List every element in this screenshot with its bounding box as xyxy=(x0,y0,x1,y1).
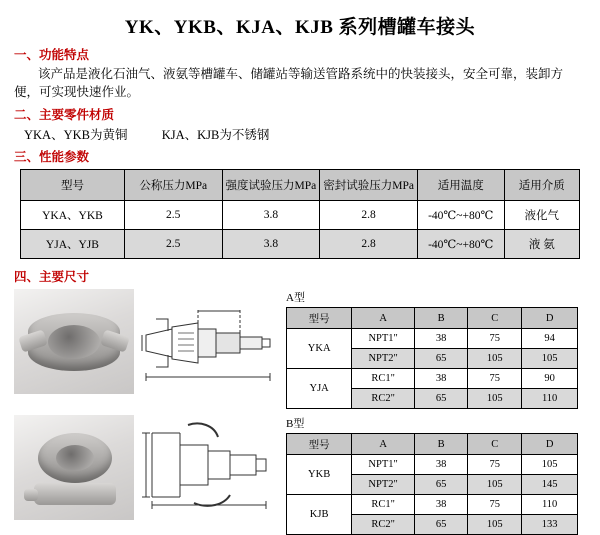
cell-b: 38 xyxy=(414,495,467,515)
header-cell-d: D xyxy=(522,434,578,455)
features-text: 该产品是液化石油气、液氨等槽罐车、储罐站等输送管路系统中的快装接头，安全可靠，装卸方便，可实现快速作业。 xyxy=(14,67,564,100)
header-cell-c: C xyxy=(468,308,522,329)
table-header-row xyxy=(287,308,578,329)
performance-table xyxy=(20,169,580,259)
cell-d: 110 xyxy=(522,389,578,409)
header-cell-a: A xyxy=(352,308,415,329)
cell-model: YJA xyxy=(287,369,352,409)
cell-c: 75 xyxy=(468,455,522,475)
cell-c: 105 xyxy=(468,389,522,409)
product-photo-b xyxy=(14,415,134,520)
cell-temperature: -40℃~+80℃ xyxy=(417,201,504,230)
table-header-row xyxy=(21,170,580,201)
product-datasheet-page xyxy=(0,12,600,531)
technical-drawing-a xyxy=(138,289,276,394)
cell-model: KJB xyxy=(287,495,352,535)
header-cell-model: 型号 xyxy=(287,434,352,455)
cell-a: NPT2" xyxy=(352,475,415,495)
dimension-table-a xyxy=(286,307,578,409)
dimension-table-label-a: A型 xyxy=(286,292,305,305)
cell-a: NPT1" xyxy=(352,455,415,475)
table-row xyxy=(287,495,578,515)
cell-seal-pressure: 2.8 xyxy=(320,201,418,230)
page-title: YK、YKB、KJA、KJB 系列槽罐车接头 xyxy=(124,17,476,38)
cell-c: 105 xyxy=(468,475,522,495)
dimensions-section xyxy=(14,289,600,535)
technical-drawing-b xyxy=(138,415,276,520)
cell-b: 38 xyxy=(415,329,468,349)
cell-nominal-pressure: 2.5 xyxy=(124,230,222,259)
header-cell-c: C xyxy=(468,434,522,455)
cell-medium: 液化气 xyxy=(504,201,579,230)
header-cell-temperature: 适用温度 xyxy=(417,170,504,201)
cell-model: YKA、YKB xyxy=(21,201,125,230)
cell-a: NPT1" xyxy=(352,329,415,349)
dimension-table-b xyxy=(286,433,578,535)
cell-model: YKB xyxy=(287,455,352,495)
header-cell-a: A xyxy=(352,434,415,455)
cell-d: 133 xyxy=(522,515,578,535)
cell-b: 38 xyxy=(414,455,467,475)
table-row xyxy=(287,369,578,389)
header-cell-model: 型号 xyxy=(21,170,125,201)
cell-d: 90 xyxy=(522,369,578,389)
section-heading-features: 一、功能特点 xyxy=(14,48,90,62)
cell-d: 110 xyxy=(522,495,578,515)
table-row xyxy=(287,329,578,349)
table-row xyxy=(21,201,580,230)
materials-line xyxy=(24,125,586,143)
header-cell-nominal-pressure: 公称压力MPa xyxy=(124,170,222,201)
cell-c: 105 xyxy=(468,349,522,369)
section-heading-materials: 二、主要零件材质 xyxy=(14,108,115,123)
cell-d: 105 xyxy=(522,349,578,369)
materials-left: YKA、YKB为黄铜 xyxy=(24,128,128,143)
header-cell-d: D xyxy=(522,308,578,329)
table-row xyxy=(287,455,578,475)
cell-a: NPT2" xyxy=(352,349,415,369)
cell-c: 75 xyxy=(468,369,522,389)
header-cell-strength-pressure: 强度试验压力MPa xyxy=(222,170,320,201)
cell-model: YKA xyxy=(287,329,352,369)
cell-seal-pressure: 2.8 xyxy=(320,230,418,259)
cell-d: 105 xyxy=(522,455,578,475)
section-heading-dimensions: 四、主要尺寸 xyxy=(14,270,90,285)
cell-nominal-pressure: 2.5 xyxy=(124,201,222,230)
cell-c: 75 xyxy=(468,495,522,515)
cell-b: 65 xyxy=(414,515,467,535)
cell-a: RC2" xyxy=(352,515,415,535)
table-header-row xyxy=(287,434,578,455)
dimension-group-b xyxy=(14,415,600,535)
cell-a: RC1" xyxy=(352,495,415,515)
dimension-table-label-b: B型 xyxy=(286,418,305,431)
cell-strength-pressure: 3.8 xyxy=(222,201,320,230)
header-cell-b: B xyxy=(415,308,468,329)
cell-a: RC2" xyxy=(352,389,415,409)
dimension-table-block-a xyxy=(286,289,578,409)
cell-b: 65 xyxy=(414,475,467,495)
header-cell-b: B xyxy=(414,434,467,455)
section-heading-performance: 三、性能参数 xyxy=(14,150,90,165)
header-cell-seal-pressure: 密封试验压力MPa xyxy=(320,170,418,201)
dimension-table-block-b xyxy=(286,415,578,535)
dimension-group-a xyxy=(14,289,600,409)
materials-right: KJA、KJB为不锈钢 xyxy=(161,128,270,143)
cell-c: 75 xyxy=(468,329,522,349)
cell-temperature: -40℃~+80℃ xyxy=(417,230,504,259)
header-cell-model: 型号 xyxy=(287,308,352,329)
cell-d: 94 xyxy=(522,329,578,349)
cell-strength-pressure: 3.8 xyxy=(222,230,320,259)
cell-c: 105 xyxy=(468,515,522,535)
cell-d: 145 xyxy=(522,475,578,495)
cell-a: RC1" xyxy=(352,369,415,389)
table-row xyxy=(21,230,580,259)
header-cell-medium: 适用介质 xyxy=(504,170,579,201)
product-photo-a xyxy=(14,289,134,394)
cell-b: 65 xyxy=(415,389,468,409)
cell-medium: 液 氨 xyxy=(504,230,579,259)
cell-model: YJA、YJB xyxy=(21,230,125,259)
cell-b: 38 xyxy=(415,369,468,389)
cell-b: 65 xyxy=(415,349,468,369)
